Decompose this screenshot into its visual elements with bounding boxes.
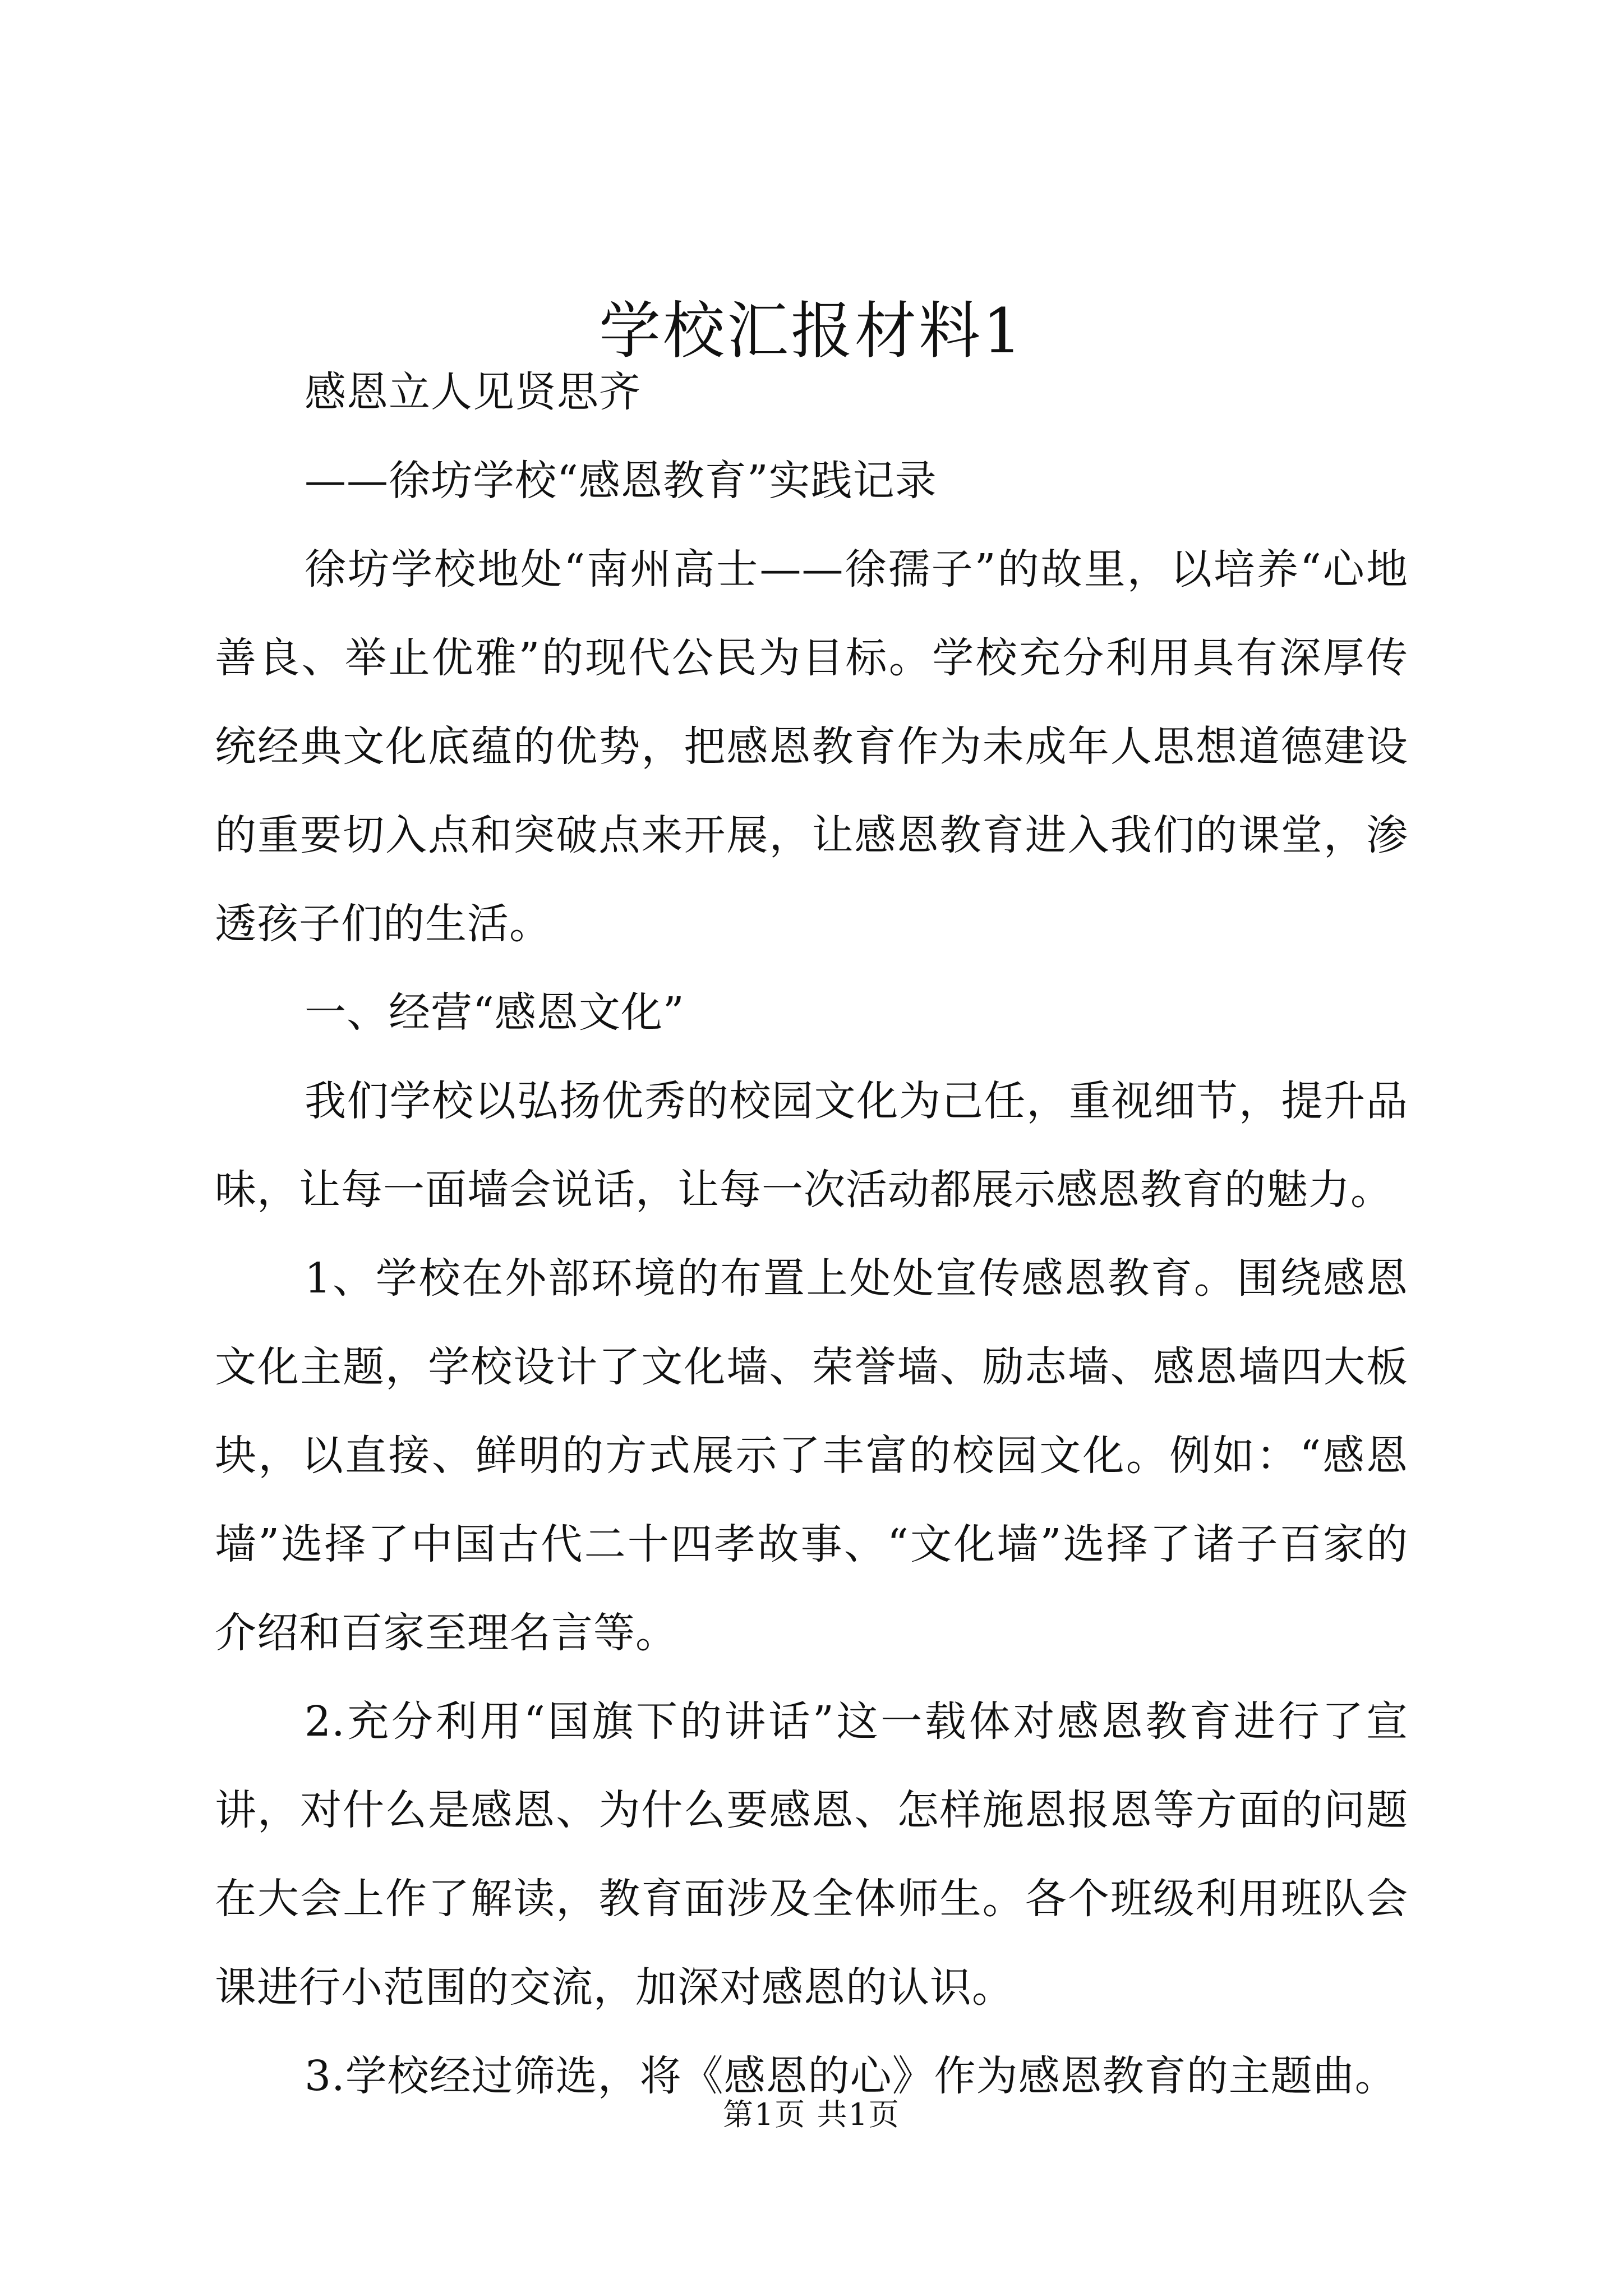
document-title: 学校汇报材料1 xyxy=(599,295,1024,367)
paragraph-item-3: 3.学校经过筛选，将《感恩的心》作为感恩教育的主题曲。 xyxy=(305,2052,1397,2100)
section-heading-1: 一、经营“感恩文化” xyxy=(305,988,685,1037)
paragraph-intro: 徐坊学校地处“南州高士——徐孺子”的故里，以培养“心地善良、举止优雅”的现代公民为目标。学校充分利用具有深厚传统经典文化底蕴的优势，把感恩教育作为未成年人思想道德建设的重要切入点和突破点来开展，让感恩教育进入我们的课堂，渗透孩子们的生活。 xyxy=(215,545,1408,948)
document-body xyxy=(215,348,1408,2120)
paragraph-subtitle: 感恩立人见贤思齐 xyxy=(305,368,641,416)
paragraph-item-2: 2.充分利用“国旗下的讲话”这一载体对感恩教育进行了宣讲，对什么是感恩、为什么要感恩、怎样施恩报恩等方面的问题在大会上作了解读，教育面涉及全体师生。各个班级利用班队会课进行小范围的交流，加深对感恩的认识。 xyxy=(215,1697,1408,2012)
paragraph-section-1-intro: 我们学校以弘扬优秀的校园文化为己任，重视细节，提升品味，让每一面墙会说话，让每一次活动都展示感恩教育的魅力。 xyxy=(215,1077,1408,1214)
paragraph-subtitle-record: ——徐坊学校“感恩教育”实践记录 xyxy=(305,457,937,505)
page-footer: 第1页 共1页 xyxy=(723,2097,900,2132)
paragraph-item-1: 1、学校在外部环境的布置上处处宣传感恩教育。围绕感恩文化主题，学校设计了文化墙、荣誉墙、励志墙、感恩墙四大板块，以直接、鲜明的方式展示了丰富的校园文化。例如：“感恩墙”选择了中国古代二十四孝故事、“文化墙”选择了诸子百家的介绍和百家至理名言等。 xyxy=(215,1254,1408,1657)
